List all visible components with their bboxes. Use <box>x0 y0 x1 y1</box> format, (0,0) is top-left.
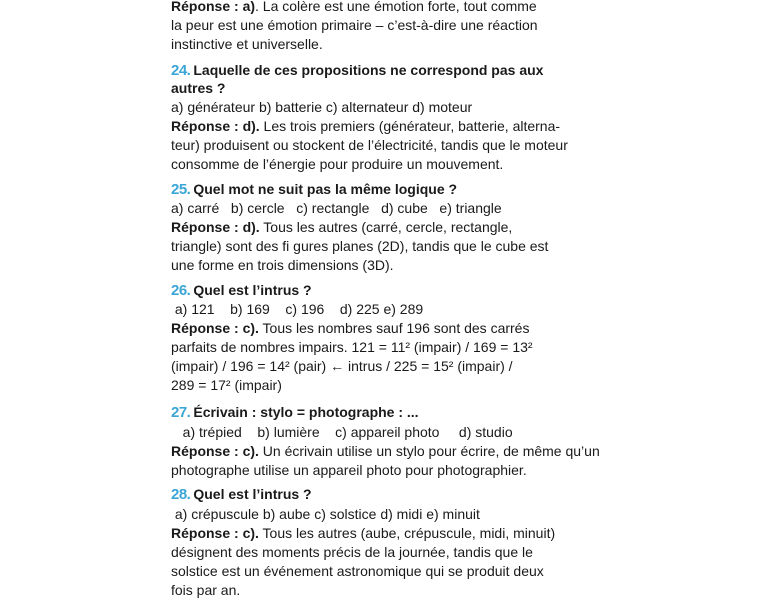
q25-answer-line-2: triangle) sont des fi gures planes (2D), tandis que le cube est <box>171 238 549 254</box>
q28-question: 28. Quel est l’intrus ? <box>171 486 312 503</box>
q27-answer-label: Réponse : c). <box>171 443 259 459</box>
q25-number: 25. <box>171 181 191 198</box>
q24-answer-line-1: Réponse : d). Les trois premiers (générateur, batterie, alterna- <box>171 118 561 134</box>
q27-answer-line-1: Réponse : c). Un écrivain utilise un stylo pour écrire, de même qu’un <box>171 443 600 459</box>
q24-answer-line-2: teur) produisent ou stockent de l’électricité, tandis que le moteur <box>171 137 568 153</box>
q25-question: 25. Quel mot ne suit pas la même logique ? <box>171 181 458 198</box>
q24-question-line-1: 24. Laquelle de ces propositions ne correspond pas aux <box>171 62 544 79</box>
q25-answer-line-3: une forme en trois dimensions (3D). <box>171 257 394 273</box>
q28-number: 28. <box>171 486 191 503</box>
q26-answer-line-3: (impair) / 196 = 14² (pair) ← intrus / 225 = 15² (impair) / <box>171 358 513 374</box>
q24-answer-label: Réponse : d). <box>171 118 260 134</box>
q26-answer-line-1: Réponse : c). Tous les nombres sauf 196 sont des carrés <box>171 320 530 336</box>
q23-answer-line-2: la peur est une émotion primaire – c’est-à-dire une réaction <box>171 17 538 33</box>
q28-answer-line-4: fois par an. <box>171 582 241 598</box>
q25-options: a) carré b) cercle c) rectangle d) cube e) triangle <box>171 200 502 216</box>
q26-answer-line-4: 289 = 17² (impair) <box>171 377 282 393</box>
q25-answer-line-1: Réponse : d). Tous les autres (carré, cercle, rectangle, <box>171 219 513 235</box>
q28-answer-line-3: solstice est un événement astronomique qui se produit deux <box>171 563 544 579</box>
q27-question: 27. Écrivain : stylo = photographe : ... <box>171 404 419 421</box>
q24-answer-line-3: consomme de l’énergie pour produire un mouvement. <box>171 156 504 172</box>
q23-answer-line-3: instinctive et universelle. <box>171 36 323 52</box>
q27-options: a) trépied b) lumière c) appareil photo d) studio <box>171 424 513 440</box>
q26-number: 26. <box>171 282 191 299</box>
q28-answer-line-1: Réponse : c). Tous les autres (aube, crépuscule, midi, minuit) <box>171 525 556 541</box>
q25-answer-label: Réponse : d). <box>171 219 260 235</box>
q23-answer-line-1: Réponse : a). La colère est une émotion forte, tout comme <box>171 0 537 14</box>
q26-answer-label: Réponse : c). <box>171 320 259 336</box>
q28-answer-label: Réponse : c). <box>171 525 259 541</box>
q26-answer-line-2: parfaits de nombres impairs. 121 = 11² (impair) / 169 = 13² <box>171 339 533 355</box>
q27-answer-line-2: photographe utilise un appareil photo pour photographier. <box>171 462 527 478</box>
q28-options: a) crépuscule b) aube c) solstice d) midi e) minuit <box>171 506 480 522</box>
q26-question: 26. Quel est l’intrus ? <box>171 282 312 299</box>
q23-answer-label: Réponse : a) <box>171 0 256 14</box>
q24-question-line-2: autres ? <box>171 80 226 96</box>
q28-answer-line-2: désignent des moments précis de la journée, tandis que le <box>171 544 533 560</box>
q27-number: 27. <box>171 404 191 421</box>
q24-options: a) générateur b) batterie c) alternateur d) moteur <box>171 99 473 115</box>
q26-options: a) 121 b) 169 c) 196 d) 225 e) 289 <box>171 301 424 317</box>
q24-number: 24. <box>171 62 191 79</box>
